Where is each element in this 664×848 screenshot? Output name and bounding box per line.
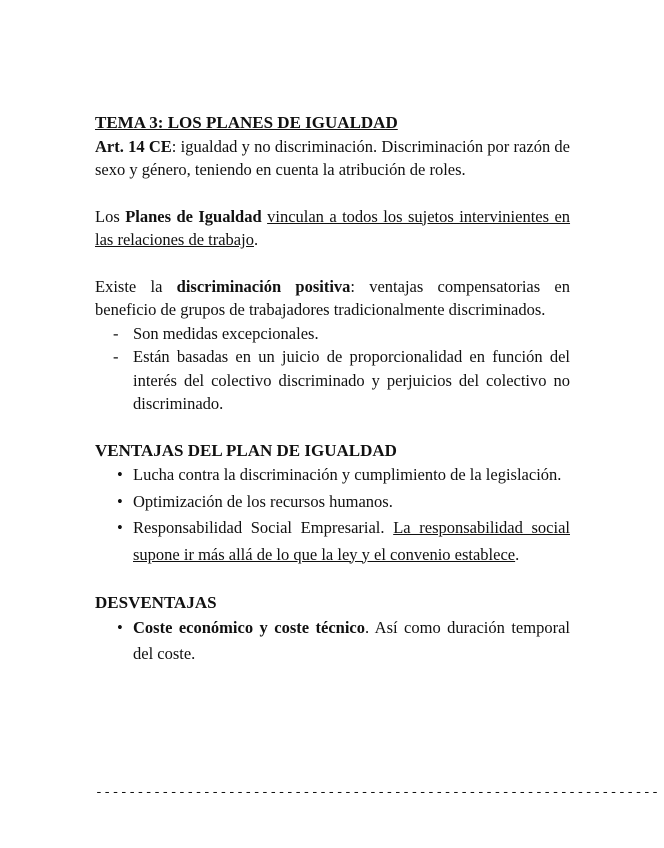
- list-item-text: . Así como duración temporal del coste.: [133, 617, 570, 663]
- list-item: [95, 489, 570, 516]
- planes-bold: Planes de Igualdad: [125, 206, 262, 226]
- art14-label: Art. 14 CE: [95, 136, 172, 156]
- spacer: [95, 182, 570, 205]
- planes-end: .: [253, 230, 259, 249]
- dash-marker: -: [113, 347, 119, 366]
- list-item: [95, 615, 570, 668]
- bullet-marker: •: [117, 617, 123, 637]
- bullet-marker: •: [117, 491, 123, 511]
- list-item: [95, 515, 570, 568]
- discriminacion-list: [95, 322, 570, 416]
- desventajas-heading: DESVENTAJAS: [95, 593, 217, 612]
- spacer: [95, 416, 570, 439]
- art14-paragraph: [95, 135, 570, 182]
- list-item-text: Son medidas excepcionales.: [133, 323, 319, 343]
- list-item-underlined: La responsabilidad social supone ir más allá de lo que la ley y el convenio establece: [133, 518, 570, 564]
- list-item-text: Responsabilidad Social Empresarial.: [133, 518, 394, 537]
- list-item: [95, 322, 570, 346]
- list-item: [95, 345, 570, 416]
- list-item-text: Están basadas en un juicio de proporcionalidad en función del interés del colectivo discriminado y perjuicios del colectivo no discriminado.: [133, 347, 570, 413]
- discriminacion-text: : ventajas compensatorias en beneficio de grupos de trabajadores tradicionalmente discriminados.: [95, 276, 570, 319]
- separator-line: --------------------------------------------------------------------: [95, 785, 660, 800]
- list-item-text: Lucha contra la discriminación y cumplimiento de la legislación.: [133, 465, 562, 484]
- discriminacion-lead: Existe la: [95, 276, 177, 296]
- planes-underlined: vinculan a todos los sujetos intervinientes en las relaciones de trabajo: [95, 206, 571, 249]
- document-title: TEMA 3: LOS PLANES DE IGUALDAD: [95, 113, 398, 132]
- list-item: [95, 462, 570, 489]
- spacer: [95, 252, 570, 275]
- list-item-bold: Coste económico y coste técnico: [133, 617, 365, 637]
- bullet-marker: •: [117, 465, 123, 484]
- ventajas-list: [95, 462, 570, 568]
- document-body: [95, 111, 570, 668]
- dash-marker: -: [113, 323, 119, 343]
- desventajas-list: [95, 615, 570, 668]
- art14-text: : igualdad y no discriminación. Discriminación por razón de sexo y género, teniendo en cuenta la atribución de roles.: [95, 136, 571, 179]
- bullet-marker: •: [117, 518, 123, 537]
- discriminacion-paragraph: [95, 275, 570, 322]
- planes-lead: Los: [95, 206, 126, 226]
- discriminacion-bold: discriminación positiva: [176, 276, 351, 296]
- spacer: [95, 568, 570, 591]
- ventajas-heading: VENTAJAS DEL PLAN DE IGUALDAD: [95, 440, 397, 460]
- list-item-end: .: [515, 544, 520, 564]
- list-item-text: Optimización de los recursos humanos.: [133, 491, 393, 511]
- planes-paragraph: [95, 205, 570, 252]
